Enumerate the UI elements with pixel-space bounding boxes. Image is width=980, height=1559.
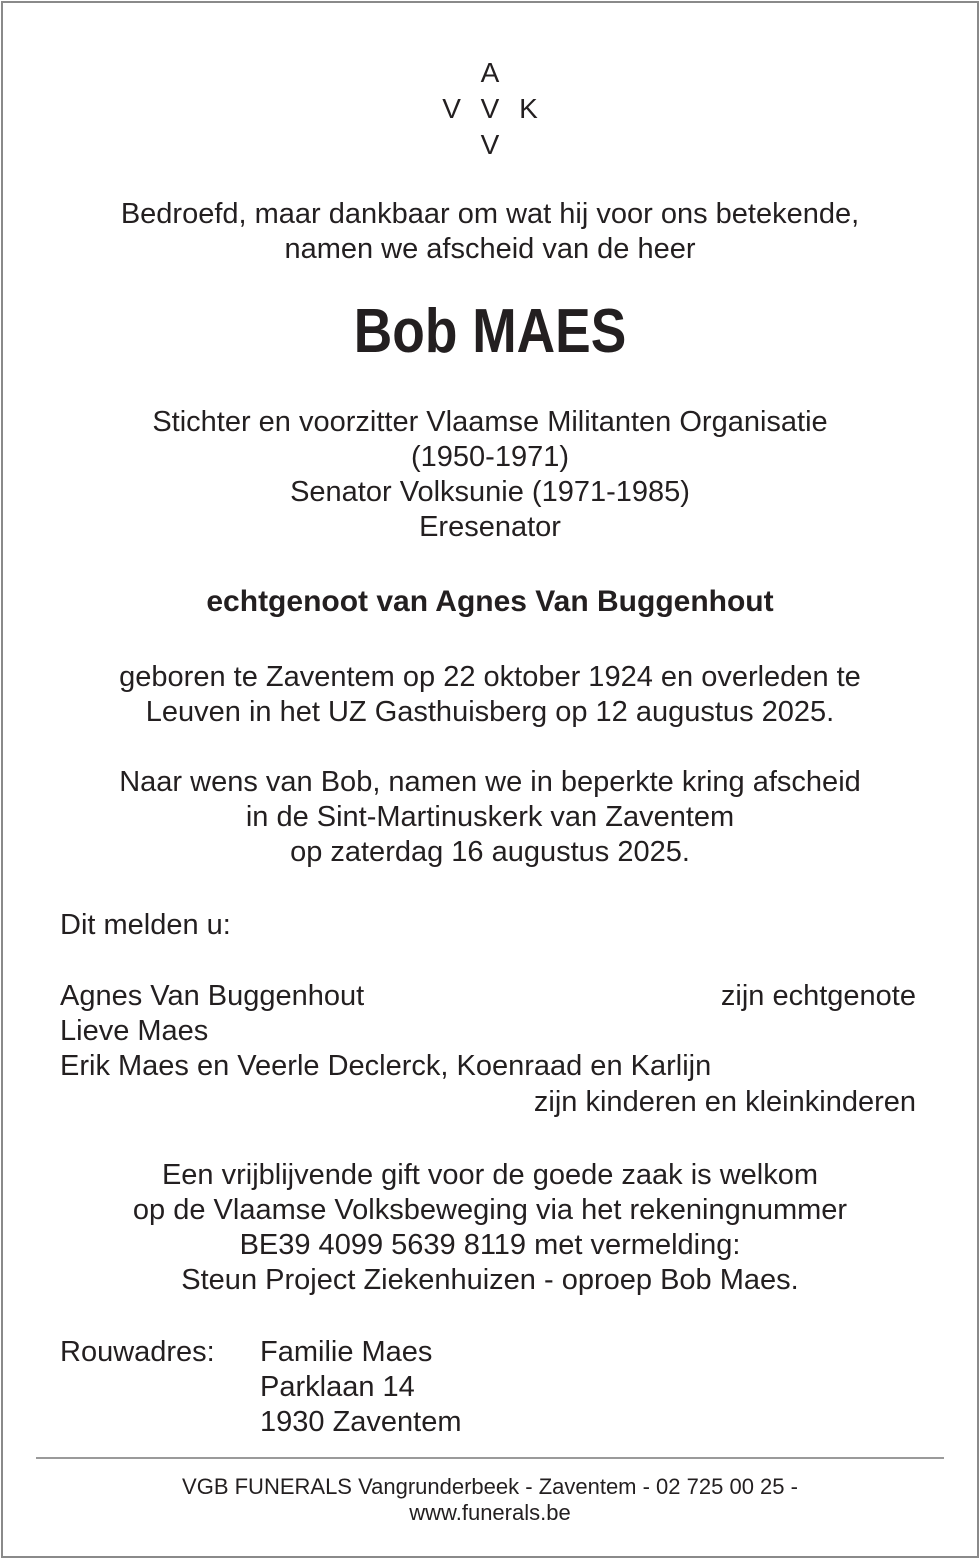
gift-line-3: BE39 4099 5639 8119 met vermelding: [239,1229,741,1261]
footer-divider [36,1457,944,1459]
address-line-2: Parklaan 14 [260,1371,415,1403]
announcers-heading: Dit melden u: [60,909,231,941]
faith-symbol [0,55,980,163]
gift-line-1: Een vrijblijvende gift voor de goede zaak is welkom [161,1159,819,1191]
footer-line-1: VGB FUNERALS Vangrunderbeek - Zaventem - 02 725 00 25 - [182,1474,798,1499]
service-line-2: in de Sint-Martinuskerk van Zaventem [245,801,735,833]
footer-website-link[interactable]: www.funerals.be [409,1500,571,1525]
footer [0,1474,980,1526]
address-line-3: 1930 Zaventem [260,1406,462,1438]
title-line-4: Eresenator [419,511,561,543]
announcer-name-3: Erik Maes en Veerle Declerck, Koenraad en Karlijn [60,1050,712,1082]
announcer-role-4: zijn kinderen en kleinkinderen [533,1086,916,1118]
birth-death-text [0,660,980,730]
title-line-2: (1950-1971) [411,441,569,473]
intro-line-1: Bedroefd, maar dankbaar om wat hij voor ons betekende, [120,198,860,230]
gift-line-2: op de Vlaamse Volksbeweging via het rekeningnummer [132,1194,848,1226]
service-text [0,765,980,870]
address-label: Rouwadres: [60,1336,215,1368]
intro-text [0,197,980,267]
intro-line-2: namen we afscheid van de heer [284,233,696,265]
title-line-1: Stichter en voorzitter Vlaamse Militanten Organisatie [152,406,828,438]
deceased-titles [0,405,980,545]
gift-text [0,1158,980,1298]
announcer-role-1: zijn echtgenote [720,980,916,1012]
gift-line-4: Steun Project Ziekenhuizen - oproep Bob Maes. [181,1264,799,1296]
birth-death-line-2: Leuven in het UZ Gasthuisberg op 12 augustus 2025. [145,696,835,728]
address-line-1: Familie Maes [260,1336,433,1368]
symbol-bottom: V [480,129,500,160]
service-line-3: op zaterdag 16 augustus 2025. [290,836,690,868]
deceased-name: Bob MAES [353,297,627,366]
title-line-3: Senator Volksunie (1971-1985) [290,476,690,508]
announcer-name-2: Lieve Maes [60,1015,209,1047]
birth-death-line-1: geboren te Zaventem op 22 oktober 1924 en overleden te [119,661,861,693]
symbol-middle: V V K [442,93,544,124]
announcer-name-1: Agnes Van Buggenhout [60,980,365,1012]
address-lines [260,1335,462,1440]
service-line-1: Naar wens van Bob, namen we in beperkte kring afscheid [119,766,861,798]
spouse-line: echtgenoot van Agnes Van Buggenhout [206,585,774,618]
symbol-top: A [480,57,500,88]
